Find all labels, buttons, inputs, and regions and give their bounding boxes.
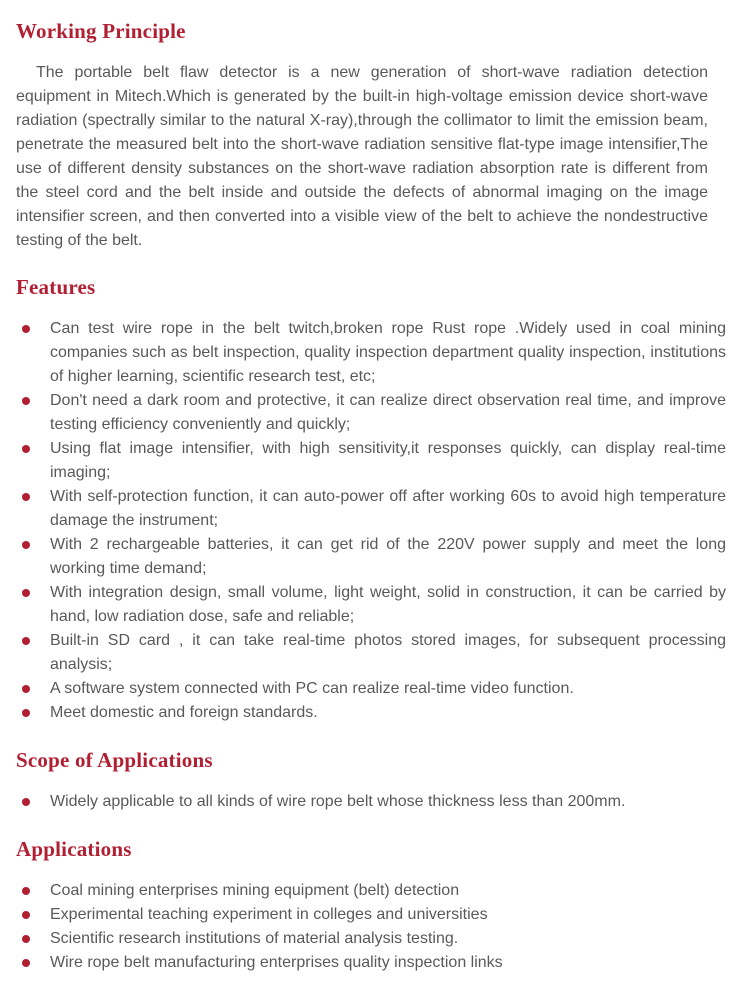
- bullet-icon: [22, 959, 30, 967]
- bullet-icon: [22, 709, 30, 717]
- list-item: [16, 389, 734, 437]
- section-heading-scope-of-applications: Scope of Applications: [16, 748, 213, 772]
- list-item: [16, 951, 734, 975]
- list-item: [16, 677, 734, 701]
- working-principle-paragraph: The portable belt flaw detector is a new generation of short-wave radiation detection equipment in Mitech.Which is generated by the built-in high-voltage emission device short-wave radiation (spectrally similar to the natural X-ray),through the collimator to limit the emission beam, penetrate the measured belt into the short-wave radiation sensitive flat-type image intensifier,The use of different density substances on the short-wave radiation absorption rate is different from the steel cord and the belt inside and outside the defects of abnormal imaging on the image intensifier screen, and then converted into a visible view of the belt to achieve the nondestructive testing of the belt.: [16, 64, 708, 249]
- list-item: [16, 790, 734, 814]
- section-applications: [16, 836, 734, 975]
- list-item-text: Using flat image intensifier, with high sensitivity,it responses quickly, can display real-time imaging;: [50, 440, 726, 481]
- list-item: [16, 903, 734, 927]
- bullet-icon: [22, 798, 30, 806]
- list-item: [16, 533, 734, 581]
- list-item: [16, 317, 734, 389]
- section-features: [16, 274, 734, 725]
- bullet-icon: [22, 325, 30, 333]
- scope-list: [16, 790, 734, 814]
- section-scope-of-applications: [16, 747, 734, 814]
- list-item: [16, 927, 734, 951]
- list-item-text: Widely applicable to all kinds of wire rope belt whose thickness less than 200mm.: [50, 793, 626, 810]
- list-item-text: With integration design, small volume, light weight, solid in construction, it can be carried by hand, low radiation dose, safe and reliable;: [50, 584, 726, 625]
- bullet-icon: [22, 887, 30, 895]
- bullet-icon: [22, 493, 30, 501]
- features-list: [16, 317, 734, 725]
- list-item-text: With 2 rechargeable batteries, it can get rid of the 220V power supply and meet the long working time demand;: [50, 536, 726, 577]
- bullet-icon: [22, 397, 30, 405]
- bullet-icon: [22, 685, 30, 693]
- section-heading-applications: Applications: [16, 837, 132, 861]
- bullet-icon: [22, 445, 30, 453]
- list-item: [16, 879, 734, 903]
- bullet-icon: [22, 541, 30, 549]
- list-item: [16, 581, 734, 629]
- bullet-icon: [22, 911, 30, 919]
- section-heading-features: Features: [16, 275, 96, 299]
- list-item: [16, 701, 734, 725]
- list-item-text: Meet domestic and foreign standards.: [50, 704, 318, 721]
- list-item: [16, 629, 734, 677]
- list-item: [16, 437, 734, 485]
- list-item-text: Experimental teaching experiment in colleges and universities: [50, 906, 488, 923]
- list-item: [16, 485, 734, 533]
- bullet-icon: [22, 935, 30, 943]
- bullet-icon: [22, 589, 30, 597]
- applications-list: [16, 879, 734, 975]
- section-heading-working-principle: Working Principle: [16, 19, 186, 43]
- list-item-text: Can test wire rope in the belt twitch,broken rope Rust rope .Widely used in coal mining companies such as belt inspection, quality inspection department quality inspection, institutions of higher learning, scientific research test, etc;: [50, 320, 726, 385]
- list-item-text: Coal mining enterprises mining equipment (belt) detection: [50, 882, 460, 899]
- list-item-text: With self-protection function, it can auto-power off after working 60s to avoid high temperature damage the instrument;: [50, 488, 726, 529]
- list-item-text: Scientific research institutions of material analysis testing.: [50, 930, 459, 947]
- list-item-text: Built-in SD card , it can take real-time photos stored images, for subsequent processing analysis;: [50, 632, 726, 673]
- list-item-text: Wire rope belt manufacturing enterprises quality inspection links: [50, 954, 503, 971]
- bullet-icon: [22, 637, 30, 645]
- section-working-principle: [16, 18, 734, 253]
- list-item-text: A software system connected with PC can realize real-time video function.: [50, 680, 574, 697]
- list-item-text: Don't need a dark room and protective, it can realize direct observation real time, and improve testing efficiency conveniently and quickly;: [50, 392, 726, 433]
